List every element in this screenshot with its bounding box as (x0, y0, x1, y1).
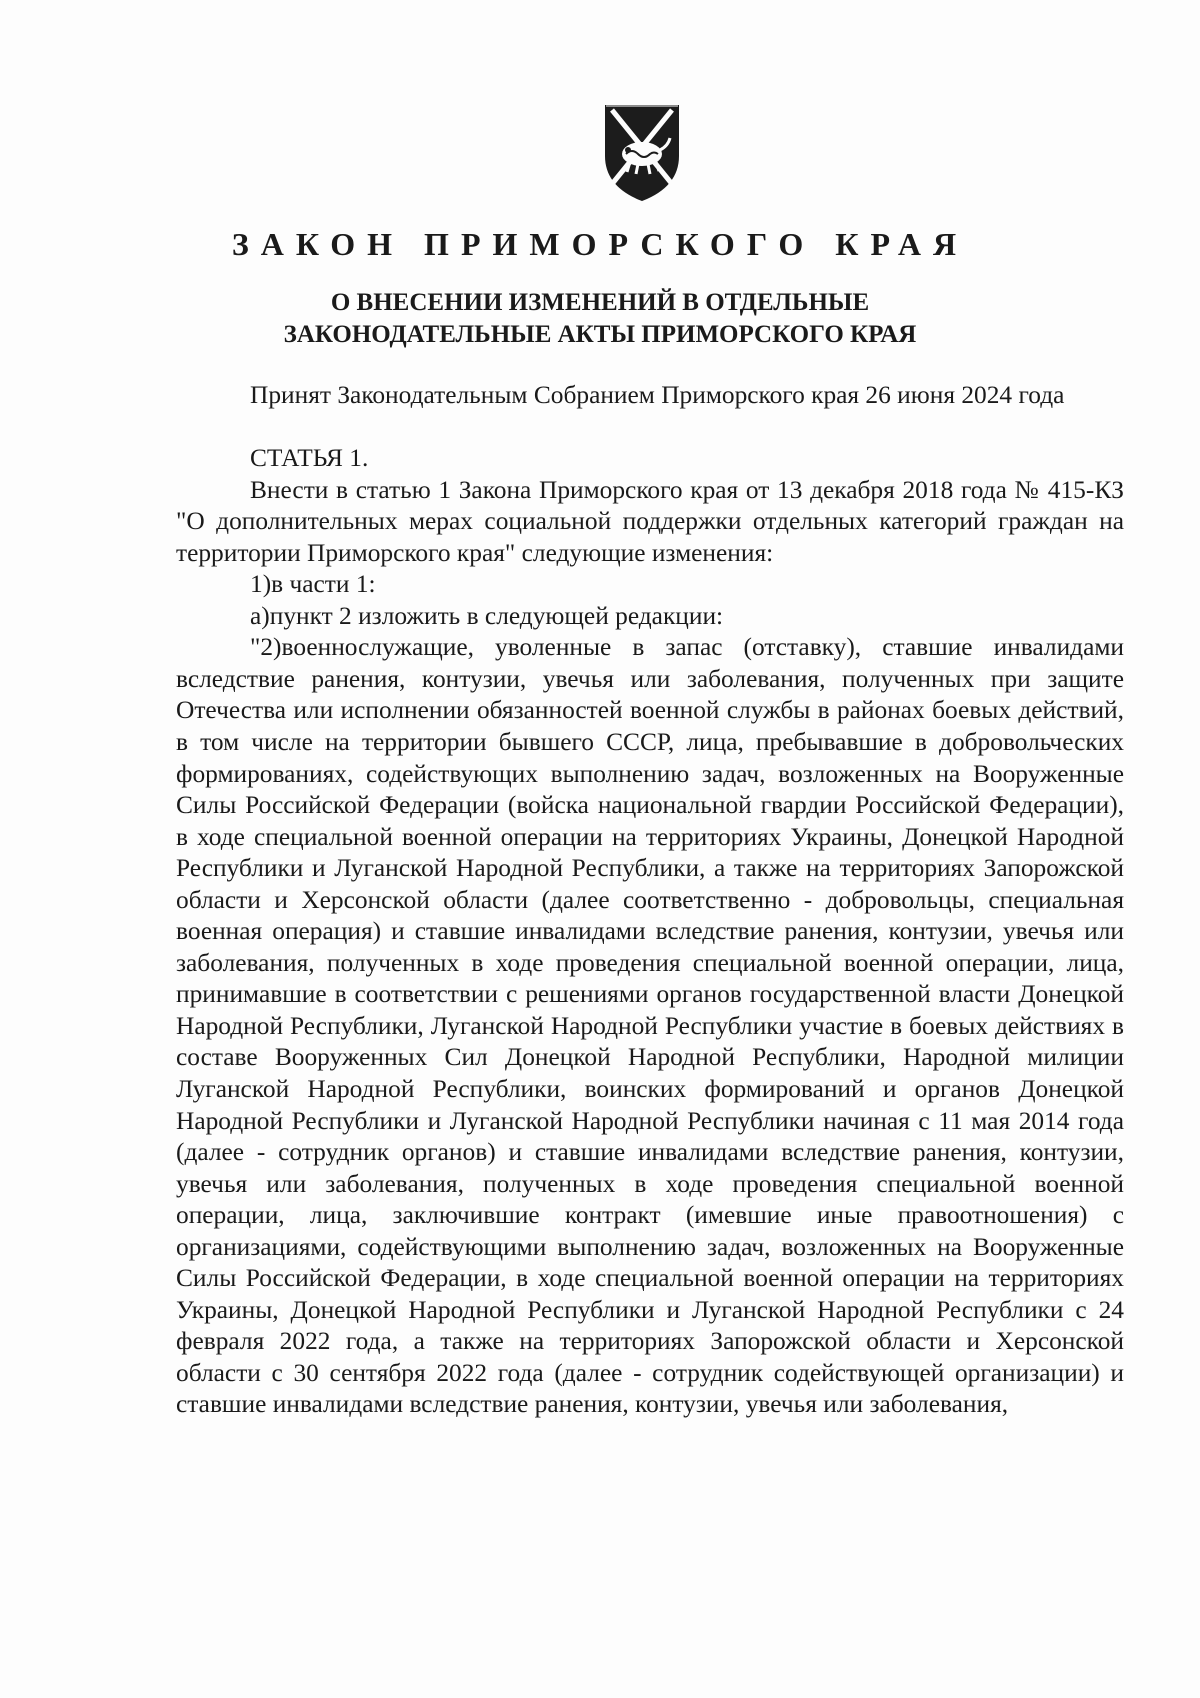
quoted-amendment: "2)военнослужащие, уволенные в запас (отставку), ставшие инвалидами вследствие ранения, контузии, увечья или заболевания, полученных при защите Отечества или исполнении обязанностей военной службы в районах боевых действий, в том числе на территории бывшего СССР, лица, пребывавшие в добровольческих формированиях, содействующих выполнению задач, возложенных на Вооруженные Силы Российской Федерации (войска национальной гвардии Российской Федерации), в ходе специальной военной операции на территориях Украины, Донецкой Народной Республики и Луганской Народной Республики, а также на территориях Запорожской области и Херсонской области (далее соответственно - добровольцы, специальная военная операция) и ставшие инвалидами вследствие ранения, контузии, увечья или заболевания, полученных в ходе проведения специальной военной операции, лица, принимавшие в соответствии с решениями органов государственной власти Донецкой Народной Республики, Луганской Народной Республики участие в боевых действиях в составе Вооруженных Сил Донецкой Народной Республики, Народной милиции Луганской Народной Республики, воинских формирований и органов Донецкой Народной Республики и Луганской Народной Республики начиная с 11 мая 2014 года (далее - сотрудник органов) и ставшие инвалидами вследствие ранения, контузии, увечья или заболевания, полученных в ходе проведения специальной военной операции, лица, заключившие контракт (имевшие иные правоотношения) с организациями, содействующими выполнению задач, возложенных на Вооруженные Силы Российской Федерации, в ходе специальной военной операции на территориях Украины, Донецкой Народной Республики и Луганской Народной Республики с 24 февраля 2022 года, а также на территориях Запорожской области и Херсонской области с 30 сентября 2022 года (далее - сотрудник содействующей организации) и ставшие инвалидами вследствие ранения, контузии, увечья или заболевания, (176, 633, 1124, 1419)
law-subtitle-line-2: ЗАКОНОДАТЕЛЬНЫЕ АКТЫ ПРИМОРСКОГО КРАЯ (283, 321, 917, 348)
article-heading: СТАТЬЯ 1. (250, 444, 369, 473)
coat-of-arms-icon (602, 100, 682, 204)
law-title: ЗАКОН ПРИМОРСКОГО КРАЯ (231, 226, 969, 262)
item-a: а)пункт 2 изложить в следующей редакции: (250, 601, 724, 630)
law-subtitle (0, 287, 1200, 351)
law-body (176, 380, 1124, 1421)
article-intro: Внести в статью 1 Закона Приморского края от 13 декабря 2018 года № 415-КЗ "О дополнительных мерах социальной поддержки отдельных категорий граждан на территории Приморского края" следующие изменения: (176, 475, 1124, 567)
law-subtitle-line-1: О ВНЕСЕНИИ ИЗМЕНЕНИЙ В ОТДЕЛЬНЫЕ (330, 289, 870, 316)
adoption-note: Принят Законодательным Собранием Приморского края 26 июня 2024 года (250, 381, 1065, 409)
item-1: 1)в части 1: (250, 570, 376, 599)
